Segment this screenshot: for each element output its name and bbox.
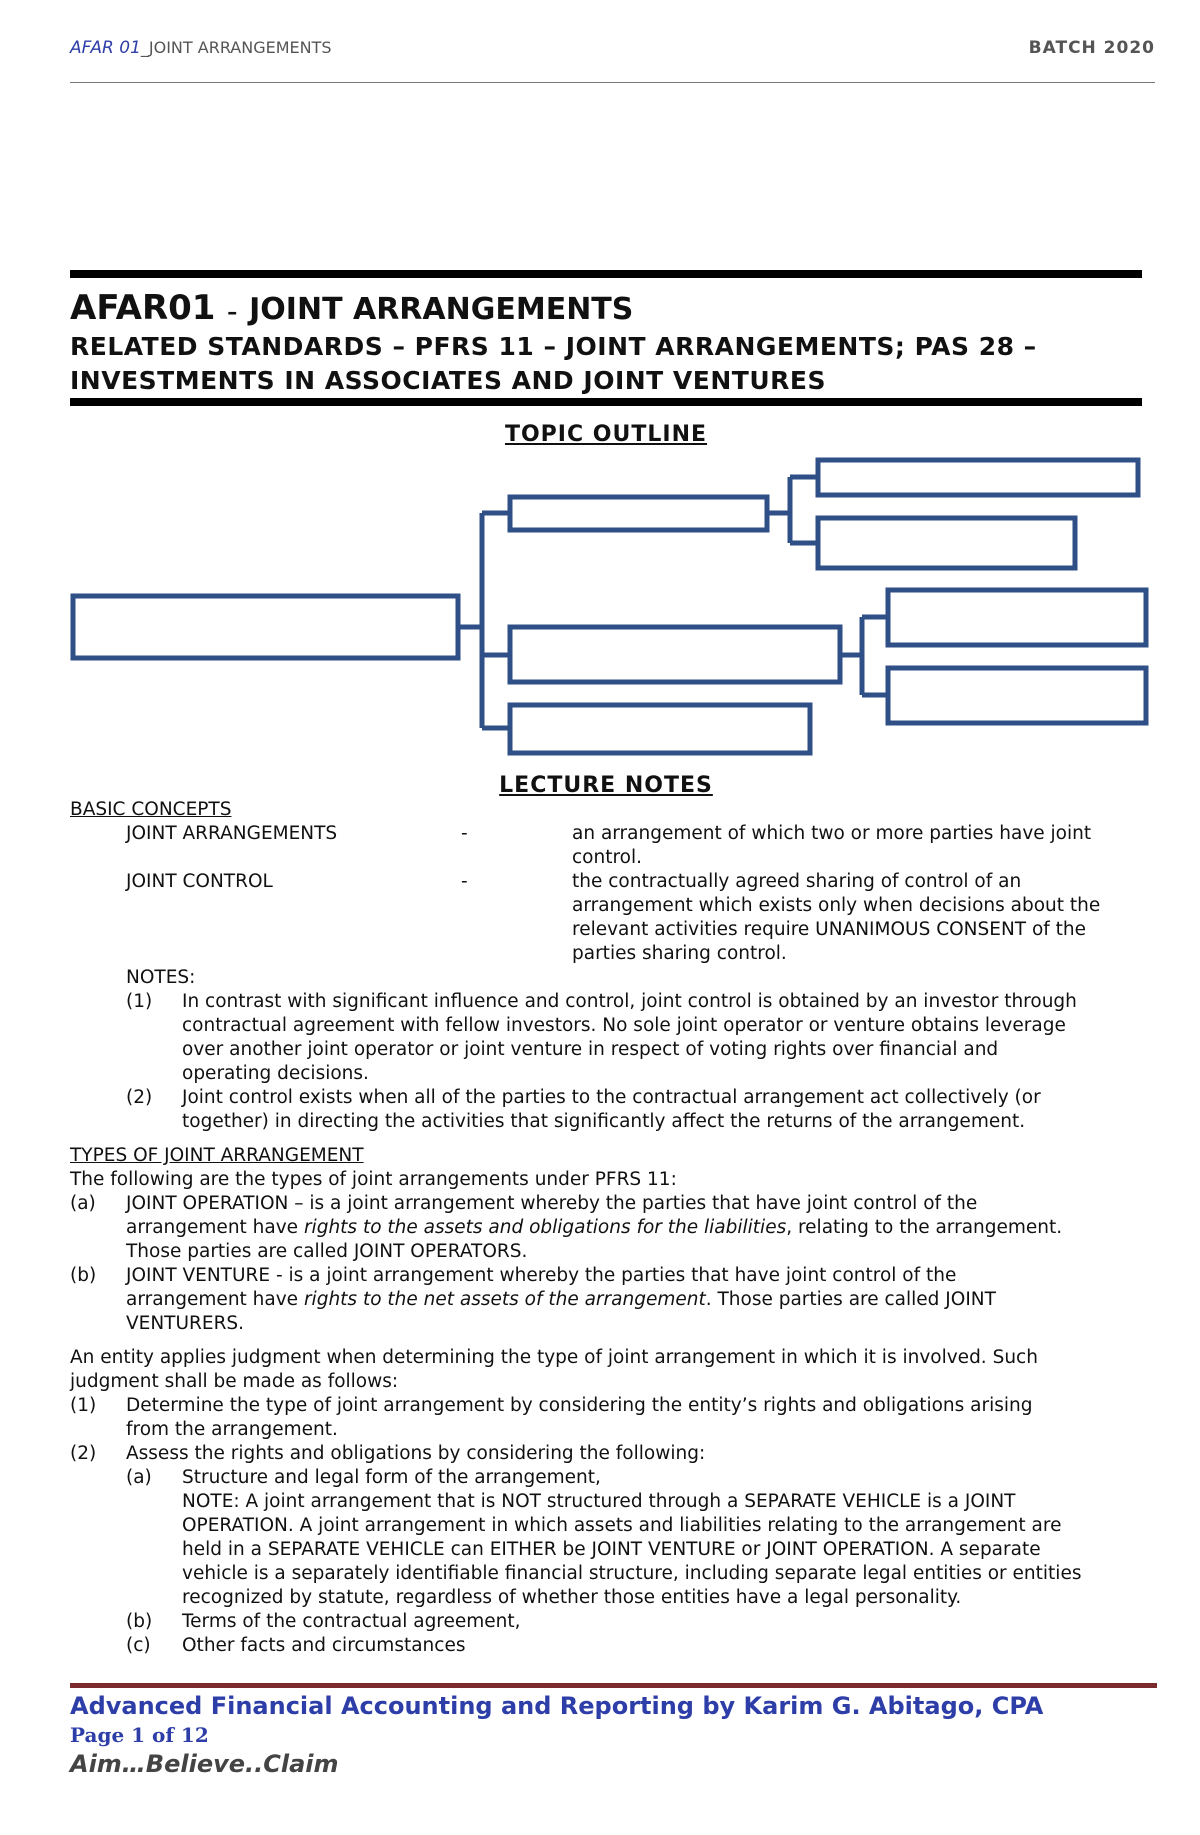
running-header-left — [70, 38, 332, 58]
standards-line-1: RELATED STANDARDS – PFRS 11 – JOINT ARRANGEMENTS; PAS 28 – — [70, 332, 1037, 361]
sub-line: OPERATION. A joint arrangement in which assets and liabilities relating to the arrangement are — [182, 1515, 1062, 1536]
definition-line: the contractually agreed sharing of control of an — [572, 871, 1022, 892]
type-line: arrangement have rights to the net assets of the arrangement. Those parties are called JOINT — [126, 1289, 996, 1310]
sub-line: NOTE: A joint arrangement that is NOT structured through a SEPARATE VEHICLE is a JOINT — [182, 1491, 1016, 1512]
note-number: (2) — [126, 1087, 153, 1108]
outline-connector-a — [767, 477, 818, 543]
sub-letter: (c) — [126, 1635, 151, 1656]
header-rule — [70, 82, 1155, 83]
type-line: arrangement have rights to the assets and obligations for the liabilities, relating to the arrangement. — [126, 1217, 1063, 1238]
types-intro: The following are the types of joint arrangements under PFRS 11: — [70, 1169, 677, 1190]
title-top-rule — [70, 270, 1142, 278]
course-code: AFAR 01 — [70, 38, 141, 58]
note-line: over another joint operator or joint venture in respect of voting rights over financial and — [182, 1039, 999, 1060]
definition-line: parties sharing control. — [572, 943, 787, 964]
note-line: operating decisions. — [182, 1063, 369, 1084]
footer-tagline: Aim…Believe..Claim — [70, 1750, 339, 1778]
note-number: (1) — [126, 991, 153, 1012]
step-line: from the arrangement. — [126, 1419, 338, 1440]
type-line: Those parties are called JOINT OPERATORS. — [126, 1241, 528, 1262]
course-topic: _JOINT ARRANGEMENTS — [140, 38, 332, 57]
batch-label: BATCH 2020 — [1028, 38, 1155, 58]
outline-root-box — [73, 596, 458, 658]
sub-line: vehicle is a separately identifiable financial structure, including separate legal entities or entities — [182, 1563, 1082, 1584]
sub-line: Structure and legal form of the arrangement, — [182, 1467, 601, 1488]
standards-line-2: INVESTMENTS IN ASSOCIATES AND JOINT VENTURES — [70, 366, 826, 395]
step-number: (2) — [70, 1443, 97, 1464]
title-code: AFAR01 — [70, 288, 216, 328]
term-separator: - — [461, 871, 468, 892]
definition-line: an arrangement of which two or more parties have joint — [572, 823, 1092, 844]
definition-joint-control — [572, 870, 1144, 966]
paragraph-line: An entity applies judgment when determining the type of joint arrangement in which it is involved. Such — [70, 1347, 1038, 1368]
judgment-step-2: Assess the rights and obligations by considering the following: — [126, 1443, 706, 1464]
page-number: Page 1 of 12 — [70, 1723, 209, 1747]
outline-box-b1 — [888, 590, 1146, 645]
outline-box-c — [510, 705, 810, 753]
footer-title: Advanced Financial Accounting and Reporting by Karim G. Abitago, CPA — [70, 1692, 1044, 1720]
outline-box-b — [510, 627, 840, 682]
definition-line: control. — [572, 847, 643, 868]
type-line: JOINT VENTURE - is a joint arrangement whereby the parties that have joint control of the — [126, 1265, 957, 1286]
definition-joint-arrangements — [572, 822, 1144, 870]
judgment-step-1 — [126, 1394, 1144, 1442]
outline-connector-b — [840, 617, 888, 695]
term-joint-arrangements: JOINT ARRANGEMENTS — [126, 823, 338, 844]
title-bottom-rule — [70, 398, 1142, 406]
outline-box-a1 — [818, 460, 1138, 495]
types-heading: TYPES OF JOINT ARRANGEMENT — [70, 1145, 364, 1166]
topic-outline-heading: TOPIC OUTLINE — [504, 422, 708, 447]
topic-outline-diagram — [0, 450, 1200, 770]
title-dash: – — [227, 300, 238, 324]
definition-line: relevant activities require UNANIMOUS CONSENT of the — [572, 919, 1087, 940]
note-line: together) in directing the activities that significantly affect the returns of the arrangement. — [182, 1111, 1026, 1132]
outline-box-a — [510, 497, 767, 530]
notes-label: NOTES: — [126, 967, 196, 988]
outline-box-b2 — [888, 668, 1146, 723]
related-standards — [70, 330, 1150, 398]
note-line: contractual agreement with fellow investors. No sole joint operator or venture obtains leverage — [182, 1015, 1066, 1036]
note-1-text — [182, 990, 1144, 1086]
emphasis: rights to the assets and obligations for the liabilities — [303, 1217, 787, 1238]
emphasis: rights to the net assets of the arrangement — [303, 1289, 706, 1310]
basic-concepts-heading: BASIC CONCEPTS — [70, 799, 232, 820]
type-joint-operation — [126, 1192, 1144, 1264]
type-line: JOINT OPERATION – is a joint arrangement whereby the parties that have joint control of the — [126, 1193, 978, 1214]
sub-letter: (a) — [126, 1467, 152, 1488]
page-title — [70, 288, 633, 328]
type-line: VENTURERS. — [126, 1313, 245, 1334]
note-2-text — [182, 1086, 1144, 1134]
note-line: In contrast with significant influence and control, joint control is obtained by an investor through — [182, 991, 1077, 1012]
sub-item-terms: Terms of the contractual agreement, — [182, 1611, 521, 1632]
sub-line: held in a SEPARATE VEHICLE can EITHER be JOINT VENTURE or JOINT OPERATION. A separate — [182, 1539, 1041, 1560]
title-main: JOINT ARRANGEMENTS — [249, 292, 634, 327]
term-separator: - — [461, 823, 468, 844]
sub-item-structure — [182, 1466, 1144, 1610]
type-joint-venture — [126, 1264, 1144, 1336]
sub-item-other: Other facts and circumstances — [182, 1635, 466, 1656]
outline-box-a2 — [818, 518, 1075, 568]
lecture-notes-heading: LECTURE NOTES — [499, 773, 713, 798]
type-letter: (b) — [70, 1265, 97, 1286]
step-line: Determine the type of joint arrangement by considering the entity’s rights and obligations arising — [126, 1395, 1033, 1416]
term-joint-control: JOINT CONTROL — [126, 871, 273, 892]
paragraph-line: judgment shall be made as follows: — [70, 1371, 399, 1392]
footer-rule — [70, 1683, 1157, 1688]
step-number: (1) — [70, 1395, 97, 1416]
sub-line: recognized by statute, regardless of whether those entities have a legal personality. — [182, 1587, 962, 1608]
definition-line: arrangement which exists only when decisions about the — [572, 895, 1101, 916]
judgment-intro — [70, 1346, 1144, 1394]
sub-letter: (b) — [126, 1611, 153, 1632]
outline-connector-root — [458, 513, 510, 728]
note-line: Joint control exists when all of the parties to the contractual arrangement act collectively (or — [182, 1087, 1041, 1108]
type-letter: (a) — [70, 1193, 96, 1214]
